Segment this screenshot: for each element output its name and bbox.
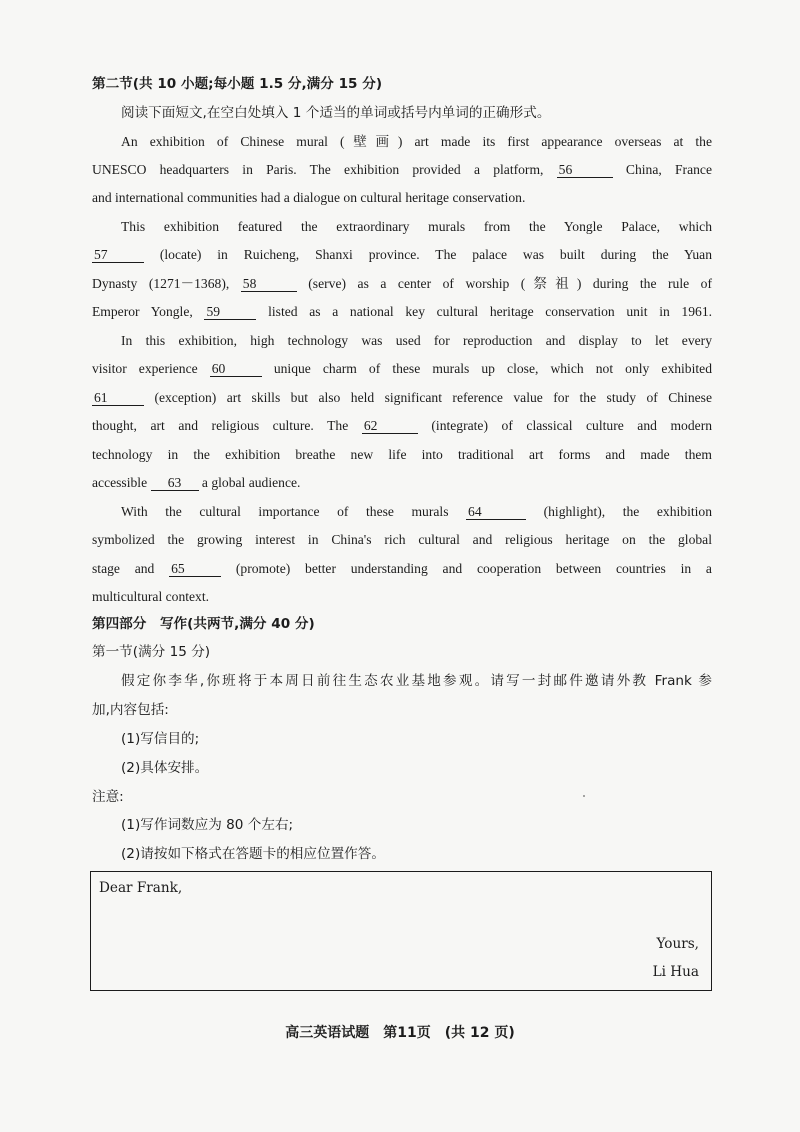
writing-prompt: 假定你李华,你班将于本周日前往生态农业基地参观。请写一封邮件邀请外教 Frank 参 <box>121 673 712 689</box>
blank-60[interactable]: 60 <box>210 361 262 377</box>
passage-line: In this exhibition, high technology was used for reproduction and display to let every <box>121 333 712 348</box>
note-label: 注意: <box>92 789 124 805</box>
section2-instruction: 阅读下面短文,在空白处填入 1 个适当的单词或括号内单词的正确形式。 <box>121 105 551 121</box>
passage-text: Emperor Yongle, <box>92 304 193 319</box>
part4-subheading: 第一节(满分 15 分) <box>92 644 211 660</box>
part4-heading: 第四部分 写作(共两节,满分 40 分) <box>92 616 315 632</box>
passage-line: multicultural context. <box>92 589 210 604</box>
passage-text: (serve) as a center of worship (祭祖) during the rule of <box>308 276 712 291</box>
passage-line <box>121 502 712 522</box>
passage-text: accessible <box>92 475 148 490</box>
passage-text: China, France <box>625 162 712 177</box>
passage-line <box>92 359 712 379</box>
requirement-item: (2)具体安排。 <box>121 760 209 776</box>
passage-text: (locate) in Ruicheng, Shanxi province. The palace was built during the Yuan <box>159 247 712 262</box>
passage-text: UNESCO headquarters in Paris. The exhibition provided a platform, <box>92 162 544 177</box>
passage-line <box>92 388 712 408</box>
blank-63[interactable]: 63 <box>151 475 199 491</box>
note-item: (1)写作词数应为 80 个左右; <box>121 817 294 833</box>
passage-line <box>92 302 712 322</box>
passage-line <box>92 559 712 579</box>
passage-line: An exhibition of Chinese mural (壁画) art made its first appearance overseas at the <box>121 134 712 149</box>
passage-text: (integrate) of classical culture and modern <box>431 418 713 433</box>
passage-text: stage and <box>92 561 155 576</box>
blank-61[interactable]: 61 <box>92 390 144 406</box>
passage-line: and international communities had a dialogue on cultural heritage conservation. <box>92 190 526 205</box>
blank-62[interactable]: 62 <box>362 418 418 434</box>
passage-text: With the cultural importance of these murals <box>121 504 449 519</box>
blank-58[interactable]: 58 <box>241 276 297 292</box>
passage-line: symbolized the growing interest in China's rich cultural and religious heritage on the global <box>92 532 712 547</box>
blank-65[interactable]: 65 <box>169 561 221 577</box>
note-item: (2)请按如下格式在答题卡的相应位置作答。 <box>121 846 385 862</box>
passage-text: (exception) art skills but also held significant reference value for the study of Chinese <box>154 390 712 405</box>
requirement-item: (1)写信目的; <box>121 731 200 747</box>
passage-text: a global audience. <box>201 475 301 490</box>
passage-text: (highlight), the exhibition <box>543 504 712 519</box>
passage-line <box>92 416 712 436</box>
passage-text: unique charm of these murals up close, which not only exhibited <box>273 361 712 376</box>
letter-closing: Yours, <box>656 936 699 952</box>
blank-57[interactable]: 57 <box>92 247 144 263</box>
blank-56[interactable]: 56 <box>557 162 613 178</box>
passage-text: visitor experience <box>92 361 198 376</box>
passage-line: This exhibition featured the extraordinary murals from the Yongle Palace, which <box>121 219 712 234</box>
passage-line <box>92 160 712 180</box>
passage-line: technology in the exhibition breathe new life into traditional art forms and made them <box>92 447 712 462</box>
page-footer: 高三英语试题 第11页 (共 12 页) <box>285 1025 515 1041</box>
passage-text: Dynasty (1271－1368), <box>92 276 230 291</box>
passage-text: thought, art and religious culture. The <box>92 418 349 433</box>
section2-heading: 第二节(共 10 小题;每小题 1.5 分,满分 15 分) <box>92 76 383 92</box>
writing-prompt: 加,内容包括: <box>92 702 169 718</box>
blank-64[interactable]: 64 <box>466 504 526 520</box>
passage-text: (promote) better understanding and cooperation between countries in a <box>235 561 712 576</box>
passage-text: listed as a national key cultural heritage conservation unit in 1961. <box>268 304 713 319</box>
passage-line <box>92 274 712 294</box>
passage-line <box>92 473 712 493</box>
passage-line <box>92 245 712 265</box>
blank-59[interactable]: 59 <box>204 304 256 320</box>
letter-answer-box[interactable] <box>90 871 712 991</box>
letter-signature: Li Hua <box>652 964 699 980</box>
scan-speck <box>583 795 585 797</box>
letter-salutation: Dear Frank, <box>99 880 183 896</box>
